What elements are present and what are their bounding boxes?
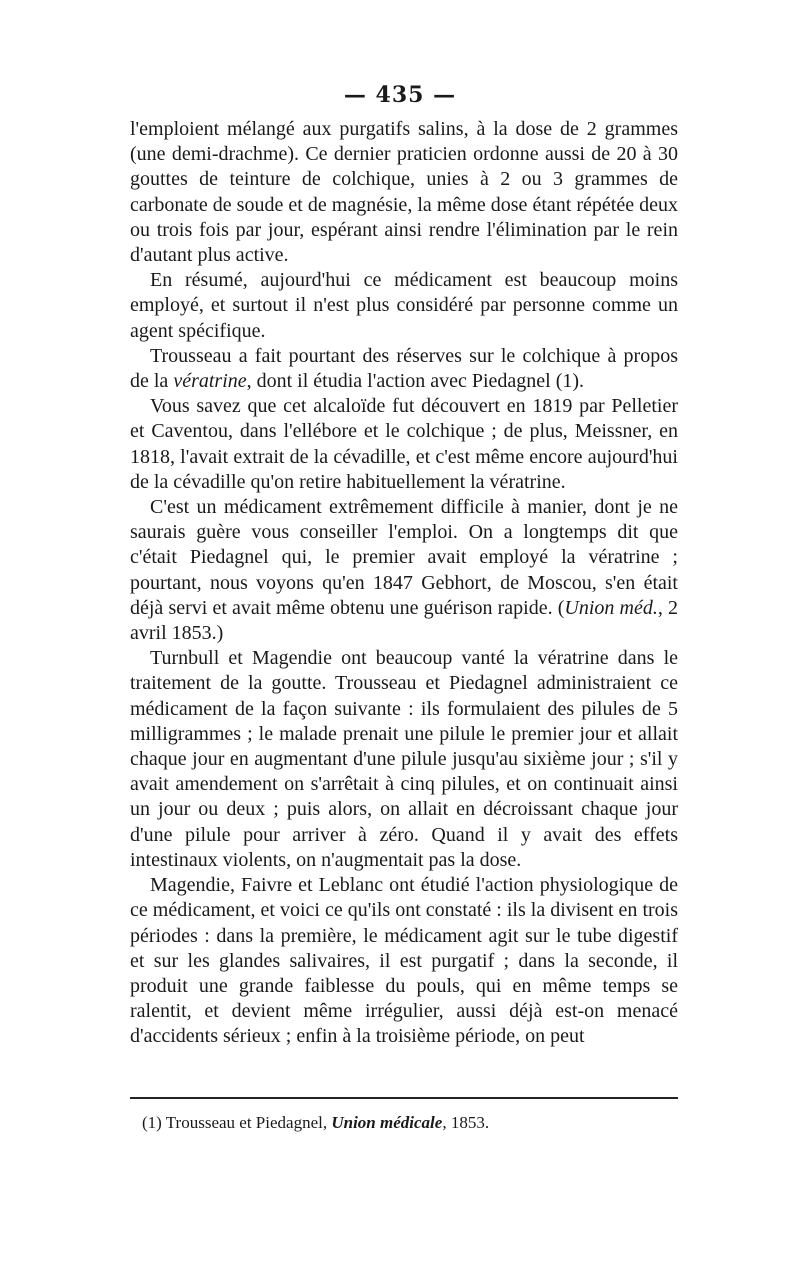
paragraph-3: [130, 344, 678, 394]
footnote-text-a: (1) Trousseau et Piedagnel,: [142, 1113, 332, 1132]
paragraph-4: Vous savez que cet alcaloïde fut découvert en 1819 par Pelletier et Caventou, dans l'ellébore et le colchique ; de plus, Meissner, en 1818, l'avait extrait de la cévadille, et c'est même encore aujourd'hui de la cévadille qu'on retire habituellement la vératrine.: [130, 395, 678, 493]
paragraph-5: [130, 495, 678, 646]
paragraph-5-text-a: C'est un médicament extrêmement difficile à manier, dont je ne saurais guère vous conseiller l'emploi. On a longtemps dit que c'était Piedagnel qui, le premier avait employé la vératrine ; pourtant, nous voyons qu'en 1847 Gebhort, de Moscou, s'en était déjà servi et avait même obtenu une guérison rapide. (: [130, 496, 678, 619]
paragraph-5-text-b: , 2 avril 1853.): [130, 596, 678, 645]
paragraph-3-text-b: , dont il étudia l'action avec Piedagnel (1).: [246, 370, 585, 393]
paragraph-1: l'emploient mélangé aux purgatifs salins, à la dose de 2 grammes (une demi-drachme). Ce dernier praticien ordonne aussi de 20 à 30 gouttes de teinture de colchique, unies à 2 ou 3 grammes de carbonate de soude et de magnésie, la même dose étant répétée deux ou trois fois par jour, espérant ainsi rendre l'élimination par le rein d'autant plus active.: [130, 118, 678, 267]
footnote-journal: Union médicale: [331, 1113, 443, 1132]
paragraph-3-text-a: Trousseau a fait pourtant des réserves sur le colchique à propos de la: [130, 344, 678, 393]
paragraph-2: En résumé, aujourd'hui ce médicament est beaucoup moins employé, et surtout il n'est plus considéré par personne comme un agent spécifique.: [130, 269, 678, 342]
paragraph-7: Magendie, Faivre et Leblanc ont étudié l'action physiologique de ce médicament, et voici ce qu'ils ont constaté : ils la divisent en trois périodes : dans la première, le médicament agit sur le tube digestif et sur les glandes salivaires, il est purgatif ; dans la seconde, il produit une grande faiblesse du pouls, qui en même temps se ralentit, et devient même irrégulier, aussi déjà est-on menacé d'accidents sérieux ; enfin à la troisième période, on peut: [130, 874, 678, 1048]
page-number: — 435 —: [343, 82, 457, 108]
union-med-citation: Union méd.: [564, 596, 658, 619]
body-text: [130, 117, 678, 1050]
veratrine-term: vératrine: [173, 370, 247, 393]
footnote-divider: [130, 1097, 678, 1099]
footnote: [142, 1112, 678, 1134]
paragraph-6: Turnbull et Magendie ont beaucoup vanté la vératrine dans le traitement de la goutte. Trousseau et Piedagnel administraient ce médicament de la façon suivante : ils formulaient des pilules de 5 milligrammes ; le malade prenait une pilule le premier jour et allait chaque jour en augmentant d'une pilule jusqu'au sixième jour ; s'il y avait amendement on s'arrêtait à cinq pilules, et on continuait ainsi un jour ou deux ; puis alors, on allait en décroissant chaque jour d'une pilule pour arriver à zéro. Quand il y avait des effets intestinaux violents, on n'augmentait pas la dose.: [130, 647, 678, 871]
footnote-text-b: , 1853.: [442, 1113, 490, 1132]
